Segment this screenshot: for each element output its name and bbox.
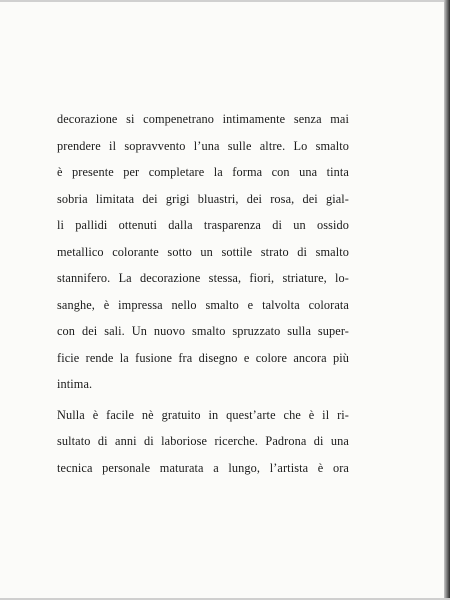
text-line: stannifero. La decorazione stessa, fiori, striature, lo- bbox=[57, 271, 349, 285]
text-line: tecnica personale maturata a lungo, l’artista è ora bbox=[57, 460, 349, 475]
text-line: è presente per completare la forma con una tinta bbox=[57, 165, 349, 179]
body-text bbox=[57, 106, 349, 481]
text-line: metallico colorante sotto un sottile strato di smalto bbox=[57, 244, 349, 259]
page-top-edge bbox=[0, 0, 450, 2]
text-line: intima. bbox=[57, 377, 93, 391]
text-line: con dei sali. Un nuovo smalto spruzzato sulla super- bbox=[57, 324, 349, 338]
text-line: li pallidi ottenuti dalla trasparenza di un ossido bbox=[57, 218, 349, 232]
text-line: sobria limitata dei grigi bluastri, dei rosa, dei gial- bbox=[57, 191, 349, 206]
text-line: prendere il sopravvento l’una sulle altre. Lo smalto bbox=[57, 138, 349, 153]
text-line: sultato di anni di laboriose ricerche. Padrona di una bbox=[57, 434, 349, 448]
text-line: decorazione si compenetrano intimamente senza mai bbox=[57, 112, 349, 126]
paragraph-2 bbox=[57, 402, 349, 482]
text-line: sanghe, è impressa nello smalto e talvolta colorata bbox=[57, 297, 349, 312]
page-right-edge bbox=[444, 0, 450, 600]
text-line: ficie rende la fusione fra disegno e colore ancora più bbox=[57, 350, 349, 365]
text-line: Nulla è facile nè gratuito in quest’arte che è il ri- bbox=[57, 407, 349, 422]
paragraph-1 bbox=[57, 106, 349, 398]
